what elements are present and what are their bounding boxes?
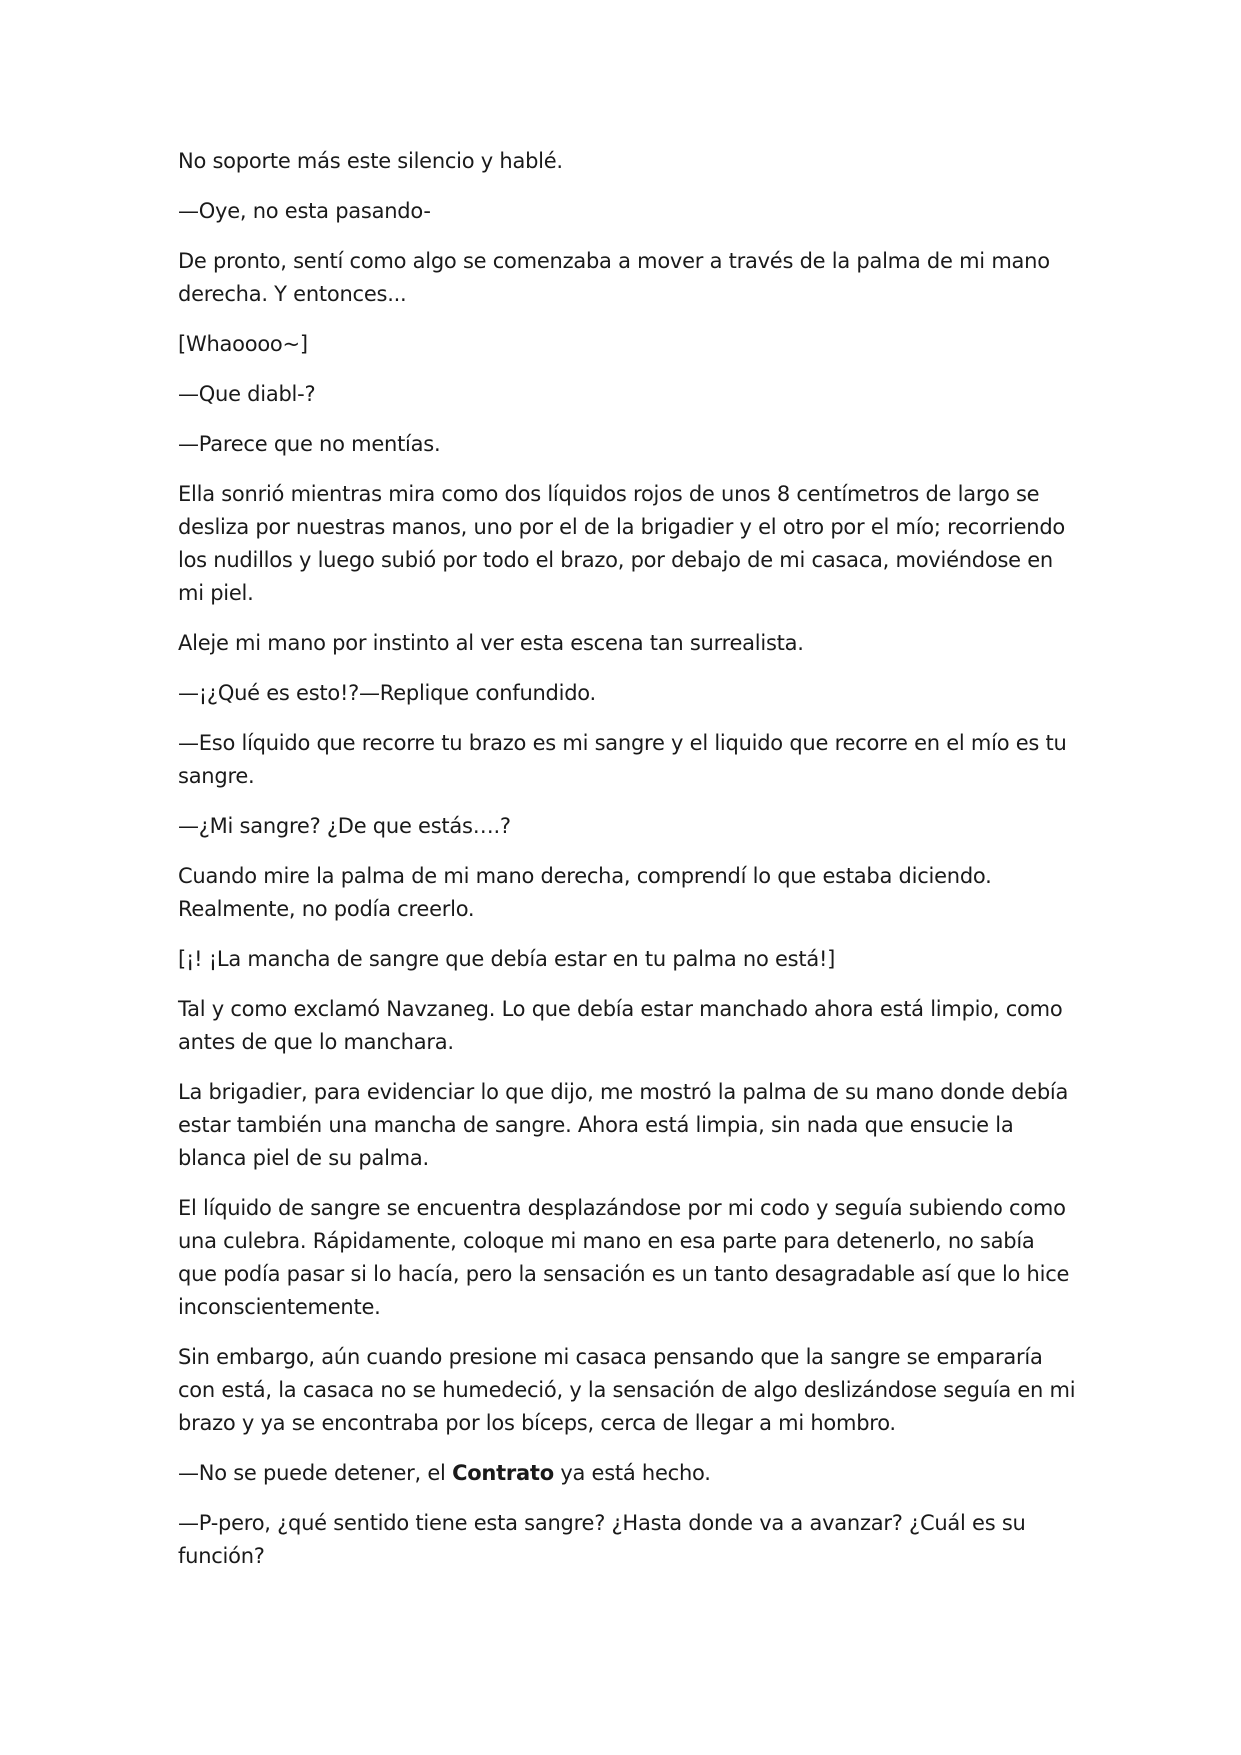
paragraph: Aleje mi mano por instinto al ver esta escena tan surrealista. xyxy=(178,631,804,655)
dialogue-line: —Parece que no mentías. xyxy=(178,432,441,456)
paragraph: Cuando mire la palma de mi mano derecha, comprendí lo que estaba diciendo. Realmente, no podía creerlo. xyxy=(178,864,992,921)
paragraph: Sin embargo, aún cuando presione mi casaca pensando que la sangre se empararía con está, la casaca no se humedeció, y la sensación de algo deslizándose seguía en mi brazo y ya se encontraba por los bíceps, cerca de llegar a mi hombro. xyxy=(178,1345,1076,1435)
text-segment: —No se puede detener, el xyxy=(178,1461,453,1485)
paragraph: Tal y como exclamó Navzaneg. Lo que debía estar manchado ahora está limpio, como antes de que lo manchara. xyxy=(178,997,1063,1054)
dialogue-line: —P-pero, ¿qué sentido tiene esta sangre? ¿Hasta donde va a avanzar? ¿Cuál es su función? xyxy=(178,1511,1026,1568)
dialogue-line: —¿Mi sangre? ¿De que estás….? xyxy=(178,814,511,838)
paragraph: La brigadier, para evidenciar lo que dijo, me mostró la palma de su mano donde debía estar también una mancha de sangre. Ahora está limpia, sin nada que ensucie la blanca piel de su palma. xyxy=(178,1080,1069,1170)
dialogue-line: —Que diabl-? xyxy=(178,382,316,406)
paragraph: De pronto, sentí como algo se comenzaba a mover a través de la palma de mi mano derecha. Y entonces... xyxy=(178,249,1050,306)
document-body xyxy=(178,145,1078,1590)
bold-term-contract: Contrato xyxy=(452,1461,554,1485)
system-message: [¡! ¡La mancha de sangre que debía estar en tu palma no está!] xyxy=(178,947,836,971)
sound-effect: [Whaoooo~] xyxy=(178,332,308,356)
dialogue-line: —¡¿Qué es esto!?—Replique confundido. xyxy=(178,681,596,705)
dialogue-line: —Oye, no esta pasando- xyxy=(178,199,431,223)
dialogue-line-contract xyxy=(178,1457,1078,1490)
dialogue-line: —Eso líquido que recorre tu brazo es mi sangre y el liquido que recorre en el mío es tu sangre. xyxy=(178,731,1067,788)
paragraph: No soporte más este silencio y hablé. xyxy=(178,149,563,173)
paragraph: El líquido de sangre se encuentra desplazándose por mi codo y seguía subiendo como una culebra. Rápidamente, coloque mi mano en esa parte para detenerlo, no sabía que podía pasar si lo hacía, pero la sensación es un tanto desagradable así que lo hice inconscientemente. xyxy=(178,1196,1070,1319)
text-segment: ya está hecho. xyxy=(553,1461,711,1485)
paragraph: Ella sonrió mientras mira como dos líquidos rojos de unos 8 centímetros de largo se desliza por nuestras manos, uno por el de la brigadier y el otro por el mío; recorriendo los nudillos y luego subió por todo el brazo, por debajo de mi casaca, moviéndose en mi piel. xyxy=(178,482,1066,605)
